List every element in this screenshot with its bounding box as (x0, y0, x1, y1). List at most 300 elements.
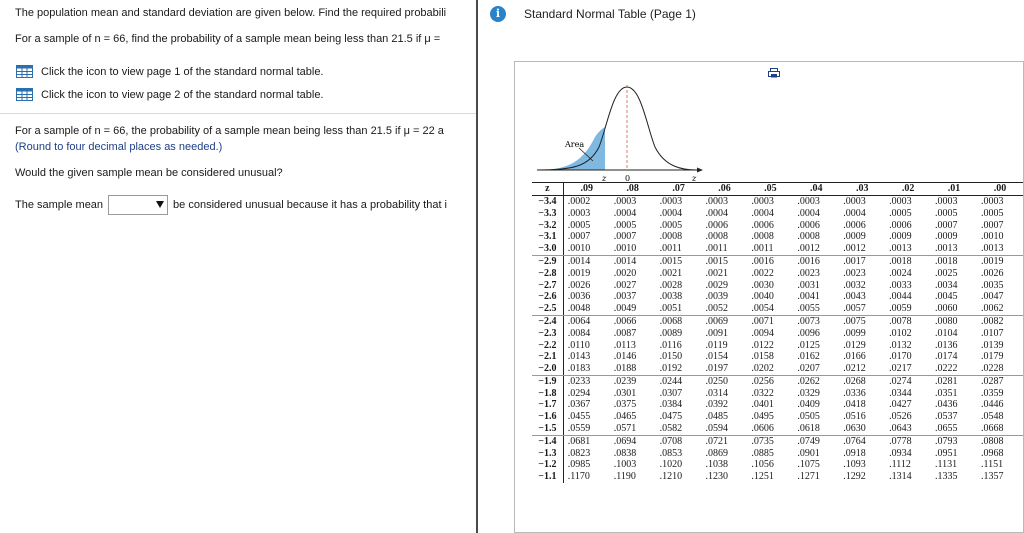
probability-cell: .0301 (613, 387, 637, 399)
probability-cell: .0436 (935, 399, 958, 411)
probability-cell: .0158 (751, 351, 774, 363)
probability-cell: .0122 (751, 339, 774, 351)
probability-cell: .0006 (751, 219, 774, 231)
table-row (532, 291, 1023, 303)
z-value-cell: −1.8 (532, 388, 563, 400)
probability-cell: .0008 (705, 231, 729, 243)
probability-cell: .0007 (613, 231, 637, 243)
probability-cell: .1357 (980, 471, 1004, 483)
probability-cell: .0764 (843, 435, 866, 447)
probability-cell: .1075 (797, 459, 820, 471)
probability-cell: .0003 (843, 195, 866, 207)
probability-cell: .0091 (705, 327, 729, 339)
probability-cell: .0516 (843, 411, 866, 423)
probability-cell: .1292 (843, 471, 866, 483)
probability-cell: .0060 (931, 303, 977, 315)
table-link-2-label: Click the icon to view page 2 of the standard normal table. (41, 88, 324, 101)
question-panel (0, 0, 476, 533)
probability-cell: .0094 (751, 327, 774, 339)
info-icon: i (490, 6, 506, 22)
probability-cell: .0197 (702, 363, 748, 375)
z-value-cell: −1.3 (532, 448, 563, 460)
probability-cell: .0778 (889, 435, 912, 447)
probability-cell: .0455 (567, 411, 591, 423)
probability-cell: .0066 (613, 315, 637, 327)
table-row (532, 315, 1023, 327)
probability-cell: .0016 (797, 255, 820, 267)
table-row (532, 471, 1023, 483)
table-row (532, 195, 1023, 207)
probability-cell: .0262 (797, 375, 820, 387)
probability-cell: .0749 (797, 435, 820, 447)
probability-cell: .0054 (747, 303, 793, 315)
probability-cell: .0089 (659, 327, 683, 339)
probability-cell: .0287 (980, 375, 1004, 387)
probability-cell: .0212 (839, 363, 885, 375)
table-row (532, 303, 1023, 315)
probability-cell: .0009 (889, 231, 912, 243)
table-row (532, 231, 1023, 243)
normal-curve-figure (527, 77, 707, 187)
dropdown-arrow-icon[interactable] (156, 201, 164, 208)
probability-cell: .1003 (613, 459, 637, 471)
probability-cell: .0174 (935, 351, 958, 363)
z-value-cell: −1.2 (532, 459, 563, 471)
probability-cell: .0367 (567, 399, 591, 411)
z-value-cell: −2.1 (532, 351, 563, 363)
probability-cell: .0014 (613, 255, 637, 267)
probability-cell: .0110 (567, 339, 590, 351)
probability-cell: .0537 (935, 411, 958, 423)
z-value-cell: −3.4 (532, 195, 563, 207)
probability-cell: .0062 (977, 303, 1023, 315)
probability-cell: .0735 (751, 435, 774, 447)
probability-cell: .0003 (797, 195, 820, 207)
probability-cell: .1230 (705, 471, 729, 483)
probability-cell: .0192 (656, 363, 702, 375)
probability-cell: .0010 (610, 243, 656, 255)
probability-cell: .0485 (705, 411, 729, 423)
column-header: .04 (793, 183, 839, 196)
probability-cell: .1056 (751, 459, 774, 471)
probability-cell: .0618 (793, 423, 839, 435)
table-row (532, 255, 1023, 267)
probability-cell: .0006 (797, 219, 820, 231)
probability-cell: .0314 (705, 387, 729, 399)
column-header: .06 (702, 183, 748, 196)
table-icon[interactable] (16, 65, 33, 78)
probability-cell: .0721 (705, 435, 729, 447)
probability-cell: .0505 (797, 411, 820, 423)
probability-cell: .0049 (610, 303, 656, 315)
probability-cell: .0043 (843, 291, 866, 303)
probability-cell: .0020 (613, 267, 637, 279)
column-header: .07 (656, 183, 702, 196)
probability-cell: .1210 (659, 471, 683, 483)
probability-cell: .0029 (705, 279, 729, 291)
probability-cell: .0274 (889, 375, 912, 387)
print-icon[interactable] (768, 68, 780, 78)
column-header: .01 (931, 183, 977, 196)
probability-cell: .0217 (885, 363, 931, 375)
probability-cell: .0087 (613, 327, 637, 339)
curve-z-label: z (602, 174, 607, 183)
probability-cell: .0838 (613, 447, 637, 459)
probability-cell: .0003 (980, 195, 1004, 207)
probability-cell: .0048 (563, 303, 609, 315)
probability-cell: .0256 (751, 375, 774, 387)
table-link-page-1[interactable] (16, 65, 324, 78)
probability-cell: .0068 (659, 315, 683, 327)
unusual-dropdown[interactable] (108, 195, 168, 215)
answer-line: For a sample of n = 66, the probability of a sample mean being less than 21.5 if μ = 22 a (15, 125, 444, 137)
probability-cell: .0084 (567, 327, 591, 339)
probability-cell: .0268 (843, 375, 866, 387)
probability-cell: .0132 (889, 339, 912, 351)
probability-cell: .0040 (751, 291, 774, 303)
probability-cell: .0901 (797, 447, 820, 459)
probability-cell: .0017 (843, 255, 866, 267)
probability-cell: .1131 (935, 459, 958, 471)
probability-cell: .0064 (567, 315, 591, 327)
probability-cell: .0038 (659, 291, 683, 303)
probability-cell: .0606 (747, 423, 793, 435)
probability-cell: .0359 (980, 387, 1004, 399)
probability-cell: .0003 (659, 195, 683, 207)
probability-cell: .0119 (705, 339, 728, 351)
z-table-header-row (532, 183, 1023, 196)
table-row (532, 268, 1023, 280)
probability-cell: .0082 (980, 315, 1004, 327)
probability-cell: .0003 (705, 195, 729, 207)
probability-cell: .0011 (747, 243, 793, 255)
probability-cell: .0139 (980, 339, 1004, 351)
probability-cell: .0021 (659, 267, 683, 279)
z-value-cell: −2.7 (532, 279, 563, 291)
probability-cell: .0006 (843, 219, 866, 231)
probability-cell: .0594 (702, 423, 748, 435)
probability-cell: .0708 (659, 435, 683, 447)
probability-cell: .0129 (843, 339, 866, 351)
probability-cell: .1271 (797, 471, 820, 483)
probability-cell: .0006 (705, 219, 729, 231)
probability-cell: .0004 (705, 207, 729, 219)
z-value-cell: −3.2 (532, 219, 563, 231)
probability-cell: .0004 (797, 207, 820, 219)
probability-cell: .0044 (889, 291, 912, 303)
probability-cell: .0668 (977, 423, 1023, 435)
z-table (532, 182, 1023, 483)
probability-cell: .0003 (613, 195, 637, 207)
sample-prompt: For a sample of n = 66, find the probability of a sample mean being less than 21.5 if μ = (15, 33, 441, 45)
probability-cell: .0010 (563, 243, 609, 255)
probability-cell: .1170 (567, 471, 590, 483)
probability-cell: .0475 (659, 411, 683, 423)
probability-cell: .0104 (935, 327, 958, 339)
z-table-body (532, 195, 1023, 483)
probability-cell: .0007 (567, 231, 591, 243)
probability-cell: .0793 (935, 435, 958, 447)
divider (0, 113, 476, 114)
probability-cell: .0968 (980, 447, 1004, 459)
probability-cell: .0004 (613, 207, 637, 219)
probability-cell: .0004 (843, 207, 866, 219)
probability-cell: .0014 (567, 255, 591, 267)
probability-cell: .0019 (567, 267, 591, 279)
probability-cell: .0023 (843, 267, 866, 279)
probability-cell: .0026 (567, 279, 591, 291)
probability-cell: .0002 (567, 195, 591, 207)
table-row (532, 435, 1023, 447)
table-link-page-2[interactable] (16, 88, 324, 101)
probability-cell: .0039 (705, 291, 729, 303)
column-header: .00 (977, 183, 1023, 196)
probability-cell: .0024 (889, 267, 912, 279)
probability-cell: .0294 (567, 387, 591, 399)
probability-cell: .0582 (656, 423, 702, 435)
probability-cell: .0057 (839, 303, 885, 315)
probability-cell: .0384 (659, 399, 683, 411)
probability-cell: .0036 (567, 291, 591, 303)
probability-cell: .0035 (980, 279, 1004, 291)
probability-cell: .1112 (889, 459, 911, 471)
area-label: Area (565, 140, 585, 149)
table-row (532, 388, 1023, 400)
probability-cell: .0116 (659, 339, 682, 351)
probability-cell: .1038 (705, 459, 729, 471)
table-row (532, 219, 1023, 231)
probability-cell: .0985 (567, 459, 591, 471)
probability-cell: .0307 (659, 387, 683, 399)
z-value-cell: −1.6 (532, 411, 563, 423)
z-value-cell: −1.5 (532, 423, 563, 435)
z-value-cell: −1.7 (532, 399, 563, 411)
table-row (532, 448, 1023, 460)
z-value-cell: −3.1 (532, 231, 563, 243)
probability-cell: .0013 (885, 243, 931, 255)
table-icon[interactable] (16, 88, 33, 101)
probability-cell: .0150 (659, 351, 683, 363)
probability-cell: .0008 (659, 231, 683, 243)
probability-cell: .0071 (751, 315, 774, 327)
table-row (532, 328, 1023, 340)
probability-cell: .0031 (797, 279, 820, 291)
probability-cell: .0041 (797, 291, 820, 303)
probability-cell: .0055 (793, 303, 839, 315)
probability-cell: .0136 (935, 339, 958, 351)
probability-cell: .0375 (613, 399, 637, 411)
probability-cell: .0166 (843, 351, 866, 363)
probability-cell: .0322 (751, 387, 774, 399)
probability-cell: .0015 (705, 255, 729, 267)
probability-cell: .0183 (563, 363, 609, 375)
probability-cell: .0202 (747, 363, 793, 375)
z-value-cell: −2.8 (532, 268, 563, 280)
probability-cell: .0351 (935, 387, 958, 399)
probability-cell: .0013 (931, 243, 977, 255)
probability-cell: .0329 (797, 387, 820, 399)
probability-cell: .0179 (980, 351, 1004, 363)
probability-cell: .0125 (797, 339, 820, 351)
probability-cell: .0207 (793, 363, 839, 375)
probability-cell: .0075 (843, 315, 866, 327)
probability-cell: .0052 (702, 303, 748, 315)
probability-cell: .0007 (980, 219, 1004, 231)
probability-cell: .0146 (613, 351, 637, 363)
probability-cell: .0032 (843, 279, 866, 291)
probability-cell: .0011 (656, 243, 702, 255)
z-value-cell: −2.3 (532, 328, 563, 340)
probability-cell: .0003 (935, 195, 958, 207)
probability-cell: .0107 (980, 327, 1004, 339)
z-value-cell: −2.2 (532, 339, 563, 351)
probability-cell: .0427 (889, 399, 912, 411)
column-header: .05 (747, 183, 793, 196)
probability-cell: .0012 (839, 243, 885, 255)
probability-cell: .0465 (613, 411, 637, 423)
probability-cell: .0080 (935, 315, 958, 327)
probability-cell: .0007 (935, 219, 958, 231)
probability-cell: .0681 (567, 435, 591, 447)
probability-cell: .0102 (889, 327, 912, 339)
probability-cell: .0022 (751, 267, 774, 279)
probability-cell: .0012 (793, 243, 839, 255)
probability-cell: .0392 (705, 399, 729, 411)
z-value-cell: −2.9 (532, 255, 563, 267)
probability-cell: .0418 (843, 399, 866, 411)
probability-cell: .0003 (567, 207, 591, 219)
probability-cell: .0023 (797, 267, 820, 279)
probability-cell: .0495 (751, 411, 774, 423)
probability-cell: .0025 (935, 267, 958, 279)
probability-cell: .0030 (751, 279, 774, 291)
probability-cell: .0008 (751, 231, 774, 243)
probability-cell: .0222 (931, 363, 977, 375)
round-note: (Round to four decimal places as needed.) (15, 141, 223, 153)
probability-cell: .0869 (705, 447, 729, 459)
probability-cell: .0033 (889, 279, 912, 291)
probability-cell: .0006 (889, 219, 912, 231)
probability-cell: .0655 (931, 423, 977, 435)
dialog-title: Standard Normal Table (Page 1) (524, 7, 696, 21)
probability-cell: .1251 (751, 471, 774, 483)
probability-cell: .0045 (935, 291, 958, 303)
probability-cell: .1020 (659, 459, 683, 471)
probability-cell: .0073 (797, 315, 820, 327)
probability-cell: .0059 (885, 303, 931, 315)
z-value-cell: −2.6 (532, 291, 563, 303)
probability-cell: .0005 (889, 207, 912, 219)
probability-cell: .0170 (889, 351, 912, 363)
probability-cell: .0003 (889, 195, 912, 207)
table-row (532, 279, 1023, 291)
probability-cell: .0018 (935, 255, 958, 267)
probability-cell: .0228 (977, 363, 1023, 375)
probability-cell: .0009 (843, 231, 866, 243)
probability-cell: .0548 (980, 411, 1004, 423)
probability-cell: .0037 (613, 291, 637, 303)
probability-cell: .0078 (889, 315, 912, 327)
table-link-1-label: Click the icon to view page 1 of the standard normal table. (41, 65, 324, 78)
table-row (532, 243, 1023, 255)
normal-table-dialog (478, 0, 1024, 533)
table-content (514, 61, 1024, 533)
probability-cell: .0015 (659, 255, 683, 267)
probability-cell: .0154 (705, 351, 729, 363)
probability-cell: .0005 (935, 207, 958, 219)
probability-cell: .0336 (843, 387, 866, 399)
z-value-cell: −3.3 (532, 208, 563, 220)
column-header: .03 (839, 183, 885, 196)
table-row (532, 459, 1023, 471)
table-row (532, 339, 1023, 351)
probability-cell: .0010 (980, 231, 1004, 243)
column-header: .09 (563, 183, 609, 196)
bell-curve (537, 87, 697, 170)
probability-cell: .0344 (889, 387, 912, 399)
probability-cell: .0630 (839, 423, 885, 435)
x-axis-arrow-icon (697, 168, 703, 173)
probability-cell: .0934 (889, 447, 912, 459)
probability-cell: .1335 (935, 471, 958, 483)
probability-cell: .1190 (613, 471, 636, 483)
probability-cell: .1151 (980, 459, 1004, 471)
table-row (532, 411, 1023, 423)
probability-cell: .1314 (889, 471, 912, 483)
probability-cell: .0143 (567, 351, 591, 363)
z-value-cell: −2.4 (532, 315, 563, 327)
probability-cell: .0018 (889, 255, 912, 267)
table-row (532, 351, 1023, 363)
probability-cell: .0446 (980, 399, 1004, 411)
curve-zero-label: 0 (625, 174, 631, 183)
probability-cell: .0559 (563, 423, 609, 435)
probability-cell: .0069 (705, 315, 729, 327)
table-row (532, 375, 1023, 387)
z-value-cell: −3.0 (532, 243, 563, 255)
probability-cell: .0004 (751, 207, 774, 219)
z-value-cell: −1.4 (532, 435, 563, 447)
probability-cell: .0571 (610, 423, 656, 435)
probability-cell: .0853 (659, 447, 683, 459)
probability-cell: .1093 (843, 459, 866, 471)
probability-cell: .0918 (843, 447, 866, 459)
probability-cell: .0008 (797, 231, 820, 243)
probability-cell: .0009 (935, 231, 958, 243)
question-intro: The population mean and standard deviation are given below. Find the required probabili (15, 7, 447, 19)
probability-cell: .0526 (889, 411, 912, 423)
probability-cell: .0244 (659, 375, 683, 387)
probability-cell: .0643 (885, 423, 931, 435)
probability-cell: .0019 (980, 255, 1004, 267)
probability-cell: .0694 (613, 435, 637, 447)
probability-cell: .0003 (751, 195, 774, 207)
z-column-header: z (532, 183, 563, 196)
curve-axis-label: z (692, 174, 697, 183)
column-header: .02 (885, 183, 931, 196)
probability-cell: .0005 (980, 207, 1004, 219)
probability-cell: .0162 (797, 351, 820, 363)
table-row (532, 423, 1023, 435)
probability-cell: .0011 (702, 243, 748, 255)
probability-cell: .0188 (610, 363, 656, 375)
column-header: .08 (610, 183, 656, 196)
probability-cell: .0005 (567, 219, 591, 231)
sample-mean-label: The sample mean (15, 199, 104, 211)
probability-cell: .0005 (613, 219, 637, 231)
unusual-suffix: be considered unusual because it has a probability that i (173, 199, 448, 211)
probability-cell: .0021 (705, 267, 729, 279)
